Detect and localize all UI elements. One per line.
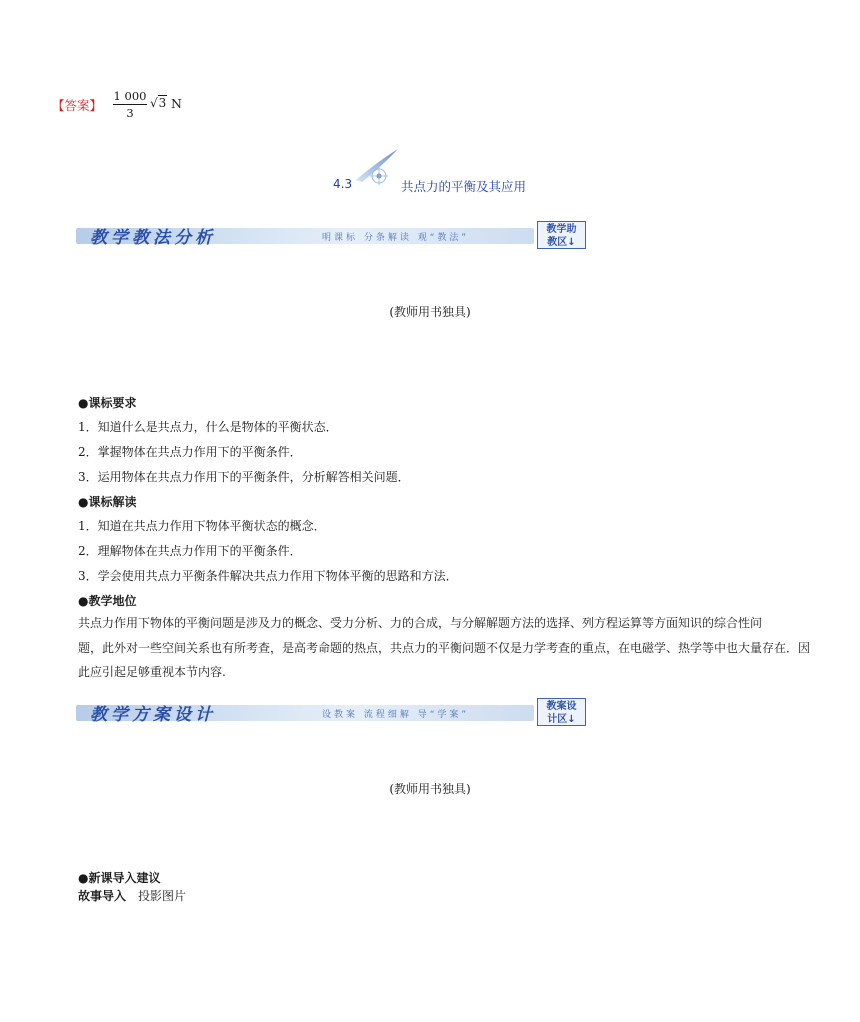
- answer-fraction: [113, 89, 147, 120]
- fraction-numerator: 1 000: [113, 89, 147, 103]
- banner-slogan: 设教案 流程细解 导“学案”: [322, 710, 470, 720]
- banner-teaching-analysis: [76, 221, 588, 251]
- badge-line-2: 教区↓: [547, 237, 576, 248]
- fraction-denominator: 3: [126, 106, 134, 120]
- banner-title: 教学方案设计: [90, 705, 216, 725]
- intro-heading: ●新课导入建议: [78, 871, 161, 885]
- section-number: 4.3: [333, 177, 353, 191]
- paragraph-line: 共点力作用下物体的平衡问题是涉及力的概念、受力分析、力的合成，与分解解题方法的选择、列方程运算等方面知识的综合性问: [78, 616, 763, 630]
- story-intro: [78, 887, 186, 904]
- radicand: 3: [158, 96, 167, 110]
- answer-unit: N: [171, 96, 182, 111]
- banner-title: 教学教法分析: [90, 228, 216, 248]
- badge-line-1: 教学助: [546, 224, 577, 235]
- interpretation-item: 3．学会使用共点力平衡条件解决共点力作用下物体平衡的思路和方法．: [78, 569, 458, 583]
- story-text: 投影图片: [138, 889, 187, 903]
- interpretation-item: 1．知道在共点力作用下物体平衡状态的概念．: [78, 519, 326, 533]
- requirement-item: 3．运用物体在共点力作用下的平衡条件，分析解答相关问题．: [78, 470, 410, 484]
- answer-tag: 【答案】: [52, 98, 103, 113]
- requirement-item: 1．知道什么是共点力，什么是物体的平衡状态．: [78, 420, 338, 434]
- banner-slogan: 明课标 分条解读 观“教法”: [322, 233, 470, 243]
- teacher-only-note: (教师用书独具): [389, 305, 471, 319]
- requirements-heading: ●课标要求: [78, 396, 137, 410]
- paragraph-line: 题，此外对一些空间关系也有所考查，是高考命题的热点，共点力的平衡问题不仅是力学考查的重点，在电磁学、热学等中也大量存在．因: [78, 640, 811, 655]
- status-paragraph: [78, 611, 810, 685]
- interpretation-item: 2．理解物体在共点力作用下的平衡条件．: [78, 544, 302, 558]
- teacher-only-note: (教师用书独具): [389, 782, 471, 796]
- status-heading: ●教学地位: [78, 594, 137, 608]
- paragraph-line: 此应引起足够重视本节内容.: [78, 665, 226, 679]
- badge-line-1: 教案设: [546, 701, 577, 712]
- root-sign: √: [150, 96, 158, 110]
- section-title: 共点力的平衡及其应用: [401, 179, 527, 194]
- section-comet-icon: [348, 146, 402, 188]
- requirement-item: 2．掌握物体在共点力作用下的平衡条件．: [78, 445, 302, 459]
- badge-line-2: 计区↓: [547, 714, 576, 725]
- story-label: 故事导入: [78, 889, 127, 903]
- banner-teaching-plan: [76, 698, 588, 728]
- banner-badge: [537, 698, 586, 726]
- interpretation-heading: ●课标解读: [78, 495, 137, 509]
- square-root: [150, 96, 167, 110]
- banner-badge: [537, 221, 586, 249]
